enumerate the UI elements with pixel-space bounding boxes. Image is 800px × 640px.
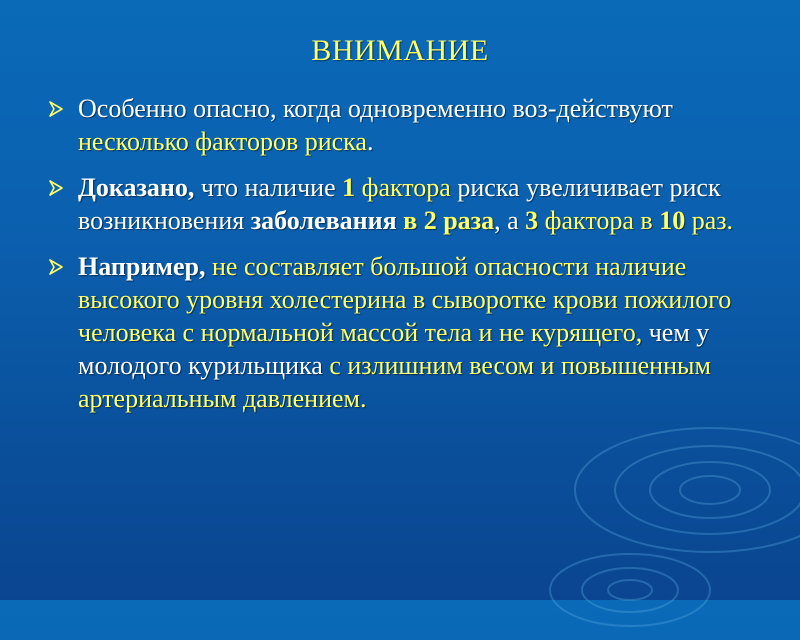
bullet-highlight: раз.: [685, 206, 733, 235]
bullet-text: чем у молодого курильщика: [78, 318, 710, 380]
chevron-right-outline-icon: [48, 180, 64, 196]
chevron-right-outline-icon: [48, 101, 64, 117]
bullet-highlight-bold: 10: [659, 206, 686, 235]
bullet-text: Особенно опасно, когда одновременно воз-действуют: [78, 94, 673, 123]
bullet-bold: заболевания: [250, 206, 397, 235]
chevron-right-outline-icon: [48, 259, 64, 275]
bullet-highlight: не составляет большой опасности наличие высокого уровня холестерина в сыворотке крови пожилого человека с нормальной массой тела и не курящего,: [78, 252, 732, 347]
bullet-bold-lead: Доказано,: [78, 173, 195, 202]
bullet-highlight: с излишним весом и повышенным артериальным давлением.: [78, 351, 711, 413]
slide-title: ВНИМАНИЕ: [311, 34, 489, 67]
bullet-item-1: [48, 92, 748, 158]
bullet-highlight-bold: 3: [525, 206, 539, 235]
bullet-highlight: фактора в: [538, 206, 660, 235]
bullet-text: .: [366, 127, 374, 156]
bullet-list: [48, 92, 748, 428]
bullet-text: , а: [494, 206, 526, 235]
bullet-highlight: несколько факторов риска: [78, 127, 367, 156]
bullet-text: что наличие: [194, 173, 343, 202]
bullet-text: риска увеличивает риск возникновения: [78, 173, 721, 235]
bullet-item-3: [48, 250, 748, 415]
bullet-highlight-bold: 1: [342, 173, 356, 202]
bullet-bold-lead: Например,: [78, 252, 206, 281]
bullet-highlight: фактора: [355, 173, 451, 202]
bullet-highlight-bold: в 2 раза: [396, 206, 495, 235]
bullet-item-2: [48, 171, 748, 237]
